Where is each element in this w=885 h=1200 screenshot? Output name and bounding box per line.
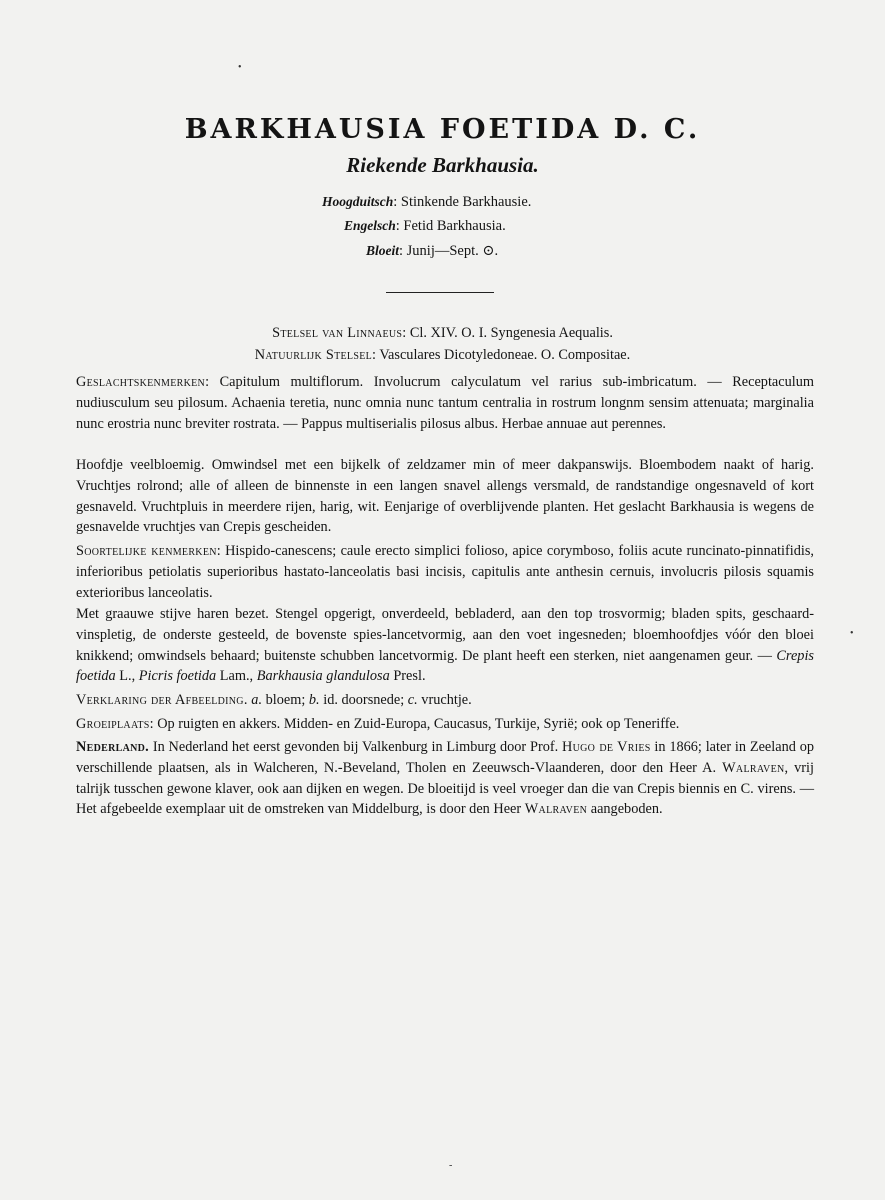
figure-key-a-text: bloem; [265, 692, 306, 708]
synonym-crepis: Crepis foetida [76, 647, 814, 685]
species-dutch-paragraph [76, 604, 814, 687]
synonym-picris-author: Lam., [219, 668, 254, 685]
synonym-picris: Picris foetida [138, 668, 217, 685]
genus-characters-label: Geslachtskenmerken [76, 374, 206, 390]
species-dutch-text: Met graauwe stijve haren bezet. Stengel opgerigt, onverdeeld, bebladerd, aan den top trosvormig; bladen spits, geschaard-vinspletig, de onderste gesteeld, de bovenste spies-lancetvormig, aan den voet ingesneden; bloemhoofdjes vóór den bloei knikkend; omwindsels behaard; buitenste schubben lancetvormig. De plant heeft een sterken, niet aangenamen geur. — [76, 606, 814, 664]
german-name-label: Hoogduitsch [322, 194, 394, 209]
english-name-label: Engelsch [344, 218, 396, 233]
german-name-line: Hoogduitsch: Stinkende Barkhausie. [322, 194, 532, 210]
figure-explanation-label: Verklaring der Afbeelding. [76, 692, 248, 708]
flowering-line: Bloeit: Junij—Sept. ⊙. [366, 243, 499, 259]
synonym-barkhausia-author: Presl. [393, 668, 426, 685]
netherlands-text-4: aangeboden. [590, 801, 663, 818]
netherlands-text-3: , vrij talrijk tusschen gewone klaver, ook aan dijken en wegen. De bloeitijd is veel vroeger dan die van Crepis biennis en C. virens. — Het afgebeelde exemplaar uit de omstreken van Middelburg, is door den Heer [76, 759, 814, 818]
natural-system-value: Vasculares Dicotyledoneae. O. Compositae. [379, 347, 631, 363]
genus-dutch-paragraph: Hoofdje veelbloemig. Omwindsel met een bijkelk of zeldzamer min of meer dakpanswijs. Bloembodem naakt of harig. Vruchtjes rolrond; alle of alleen de binnenste in een langen snavel allengs versmald, de randstandige ongesnaveld of kort gesnaveld. Vruchtpluis in meerdere rijen, harig, wit. Eenjarige of overblijvende planten. Het geslacht Barkhausia is wegens de gesnavelde vruchtjes van Crepis gescheiden. [76, 457, 814, 536]
habitat-label: Groeiplaats [76, 716, 150, 732]
netherlands-label: Nederland. [76, 739, 150, 755]
page-subtitle: Riekende Barkhausia. [346, 153, 539, 177]
genus-characters-paragraph: Geslachtskenmerken: Capitulum multiflorum. Involucrum calyculatum vel rarius sub-imbricatum. — Receptaculum nudiusculum seu pilosum. Achaenia teretia, nunc omnia nunc tantum centralia in rostrum longnm sensim attenuata; marginalia nunc erostria nunc breviter rostrata. — Pappus multiserialis pilosus albus. Herbae annuae aut perennes. [76, 374, 814, 432]
figure-key-c-text: vruchtje. [421, 692, 472, 708]
habitat-text: Op ruigten en akkers. Midden- en Zuid-Europa, Caucasus, Turkije, Syrië; ook op Teneriffe. [157, 716, 680, 732]
collector-walraven: Walraven [722, 759, 785, 776]
natural-system-label: Natuurlijk Stelsel [254, 347, 373, 363]
german-name-value: Stinkende Barkhausie. [400, 194, 532, 210]
flowering-value: Junij—Sept. ⊙. [406, 243, 499, 259]
synonym-crepis-author: L., [119, 668, 136, 685]
netherlands-paragraph [76, 737, 814, 820]
english-name-value: Fetid Barkhausia. [403, 218, 506, 234]
figure-explanation-line [76, 690, 472, 711]
natural-system-line: Natuurlijk Stelsel: Vasculares Dicotyledoneae. O. Compositae. [254, 347, 631, 363]
figure-key-b-text: id. doorsnede; [323, 692, 405, 708]
figure-key-a: a. [251, 692, 263, 708]
genus-characters-text: Capitulum multiflorum. Involucrum calyculatum vel rarius sub-imbricatum. — Receptaculum nudiusculum seu pilosum. Achaenia teretia, nunc omnia nunc tantum centralia in rostrum longnm sensim attenuata; marginalia nunc erostria nunc breviter rostrata. — Pappus multiserialis pilosus albus. Herbae annuae aut perennes. [76, 374, 814, 432]
synonym-barkhausia: Barkhausia glandulosa [256, 668, 390, 685]
figure-key-b: b. [308, 692, 320, 708]
linnaeus-system-line: Stelsel van Linnaeus: Cl. XIV. O. I. Syngenesia Aequalis. [272, 325, 613, 341]
collector-hugo-de-vries: Hugo de Vries [562, 739, 651, 755]
habitat-line: Groeiplaats: Op ruigten en akkers. Midden- en Zuid-Europa, Caucasus, Turkije, Syrië; ook op Teneriffe. [76, 716, 680, 732]
speck-mark: • [850, 628, 854, 639]
donor-walraven: Walraven [524, 801, 588, 818]
figure-key-c: c. [407, 692, 418, 708]
page-title: BARKHAUSIA FOETIDA D. C. [184, 114, 701, 145]
title-divider [386, 292, 494, 293]
english-name-line: Engelsch: Fetid Barkhausia. [344, 218, 506, 234]
species-characters-paragraph: Soortelijke kenmerken: Hispido-canescens; caule erecto simplici folioso, apice corymboso, foliis acute runcinato-pinnatifidis, inferioribus petiolatis superioribus hastato-lanceolatis basi incisis, capitulis ante anthesin cernuis, involucris pilosis squamis exterioribus lanceolatis. [76, 543, 814, 601]
netherlands-text-1: In Nederland het eerst gevonden bij Valkenburg in Limburg door Prof. [152, 739, 559, 755]
species-characters-text: Hispido-canescens; caule erecto simplici folioso, apice corymboso, foliis acute runcinato-pinnatifidis, inferioribus petiolatis superioribus hastato-lanceolatis basi incisis, capitulis ante anthesin cernuis, involucris pilosis squamis exterioribus lanceolatis. [76, 543, 814, 601]
flowering-label: Bloeit [366, 243, 399, 258]
netherlands-text-2: in 1866; later in Zeeland op verschillende plaatsen, als in Walcheren, N.-Beveland, Tholen en Zeeuwsch-Vlaanderen, door den Heer A. [76, 739, 814, 776]
species-characters-label: Soortelijke kenmerken [76, 543, 217, 559]
speck-mark: - [449, 1160, 453, 1171]
speck-mark: • [238, 62, 242, 73]
linnaeus-system-label: Stelsel van Linnaeus [272, 325, 403, 341]
linnaeus-system-value: Cl. XIV. O. I. Syngenesia Aequalis. [409, 325, 613, 341]
